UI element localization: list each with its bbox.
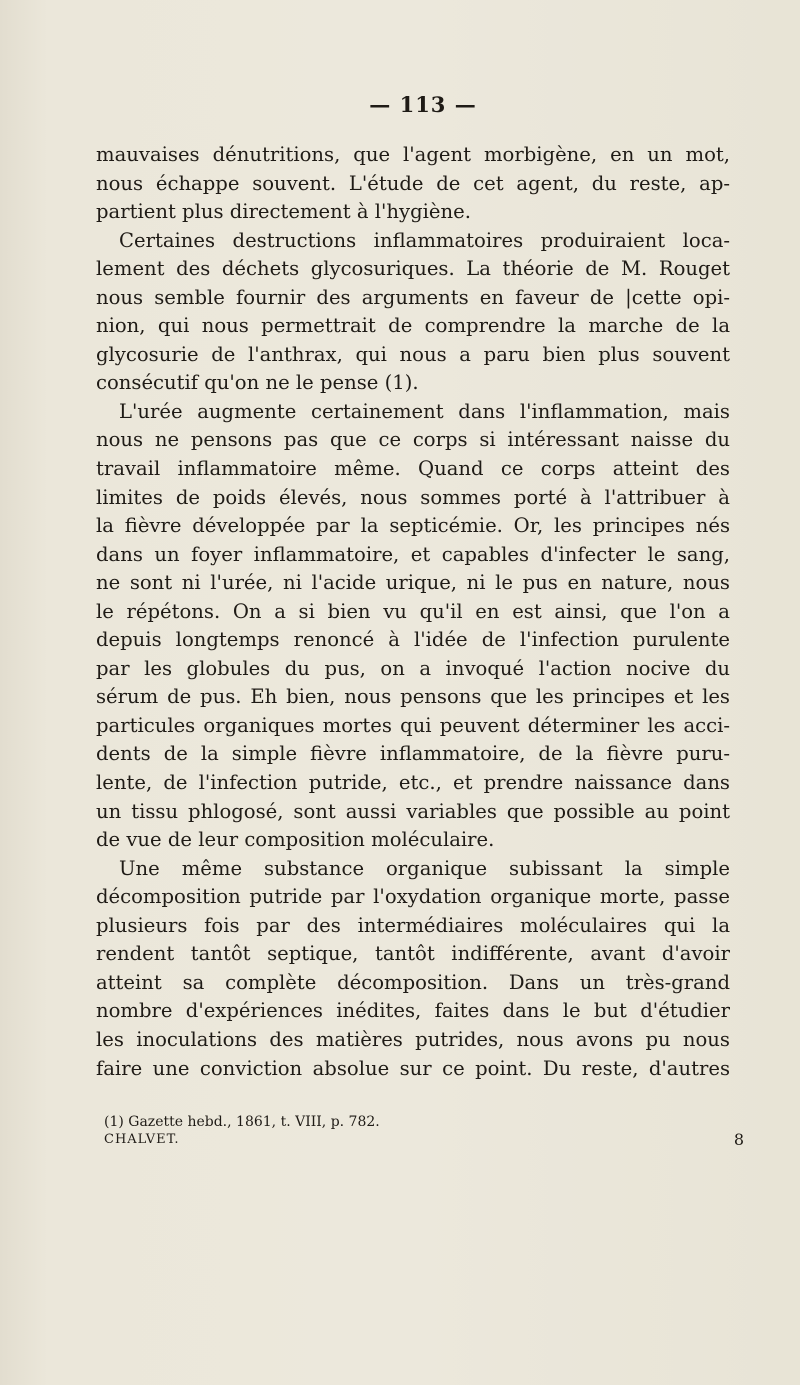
body-text xyxy=(96,141,730,1083)
text-line: lement des déchets glycosuriques. La théorie de M. Rouget xyxy=(96,257,730,281)
text-line: ne sont ni l'urée, ni l'acide urique, ni le pus en nature, nous xyxy=(96,571,730,595)
sheet-signature: 8 xyxy=(733,1130,744,1150)
text-line: plusieurs fois par des intermédiaires moléculaires qui la xyxy=(96,913,730,937)
text-line: les inoculations des matières putrides, nous avons pu nous xyxy=(96,1027,730,1051)
text-line: nous échappe souvent. L'étude de cet agent, du reste, ap- xyxy=(96,171,730,195)
text-line: rendent tantôt septique, tantôt indifférente, avant d'avoir xyxy=(96,942,730,966)
footnote: (1) Gazette hebd., 1861, t. VIII, p. 782. xyxy=(104,1114,380,1131)
text-line: Certaines destructions inflammatoires produiraient loca- xyxy=(119,228,730,252)
text-line: de vue de leur composition moléculaire. xyxy=(96,828,495,852)
text-line: particules organiques mortes qui peuvent déterminer les acci- xyxy=(96,713,730,737)
footnote-row xyxy=(104,1113,764,1131)
text-line: la fièvre développée par la septicémie. Or, les principes nés xyxy=(96,514,730,538)
text-line: consécutif qu'on ne le pense (1). xyxy=(96,371,419,395)
text-line: limites de poids élevés, nous sommes porté à l'attribuer à xyxy=(96,485,730,509)
footnotes xyxy=(104,1113,764,1149)
text-line: L'urée augmente certainement dans l'inflammation, mais xyxy=(119,399,730,423)
text-line: sérum de pus. Eh bien, nous pensons que les principes et les xyxy=(96,685,730,709)
text-line: le répétons. On a si bien vu qu'il en est ainsi, que l'on a xyxy=(96,599,730,623)
page-number: — 113 — xyxy=(369,92,477,117)
text-line: atteint sa complète décomposition. Dans un très-grand xyxy=(96,970,730,994)
text-line: décomposition putride par l'oxydation organique morte, passe xyxy=(96,885,730,909)
text-line: dans un foyer inflammatoire, et capables d'infecter le sang, xyxy=(96,542,730,566)
text-line: lente, de l'infection putride, etc., et prendre naissance dans xyxy=(96,771,730,795)
text-line: nous ne pensons pas que ce corps si intéressant naisse du xyxy=(96,428,730,452)
text-line: dents de la simple fièvre inflammatoire, de la fièvre puru- xyxy=(96,742,730,766)
text-line: mauvaises dénutritions, que l'agent morbigène, en un mot, xyxy=(96,143,730,166)
text-line: nous semble fournir des arguments en faveur de |cette opi- xyxy=(96,285,730,309)
text-line: travail inflammatoire même. Quand ce corps atteint des xyxy=(96,457,730,481)
printer-signature: CHALVET. xyxy=(104,1132,180,1148)
text-line: depuis longtemps renoncé à l'idée de l'infection purulente xyxy=(96,628,730,652)
text-line: faire une conviction absolue sur ce point. Du reste, d'autres xyxy=(96,1056,730,1080)
text-line: un tissu phlogosé, sont aussi variables que possible au point xyxy=(96,799,730,823)
text-line: nion, qui nous permettrait de comprendre la marche de la xyxy=(96,314,730,338)
text-line: par les globules du pus, on a invoqué l'action nocive du xyxy=(96,656,730,680)
text-line: nombre d'expériences inédites, faites dans le but d'étudier xyxy=(96,999,730,1023)
text-line: Une même substance organique subissant la simple xyxy=(119,856,730,880)
text-line: partient plus directement à l'hygiène. xyxy=(96,200,471,224)
signature-row xyxy=(104,1131,764,1149)
text-line: glycosurie de l'anthrax, qui nous a paru bien plus souvent xyxy=(96,342,730,366)
